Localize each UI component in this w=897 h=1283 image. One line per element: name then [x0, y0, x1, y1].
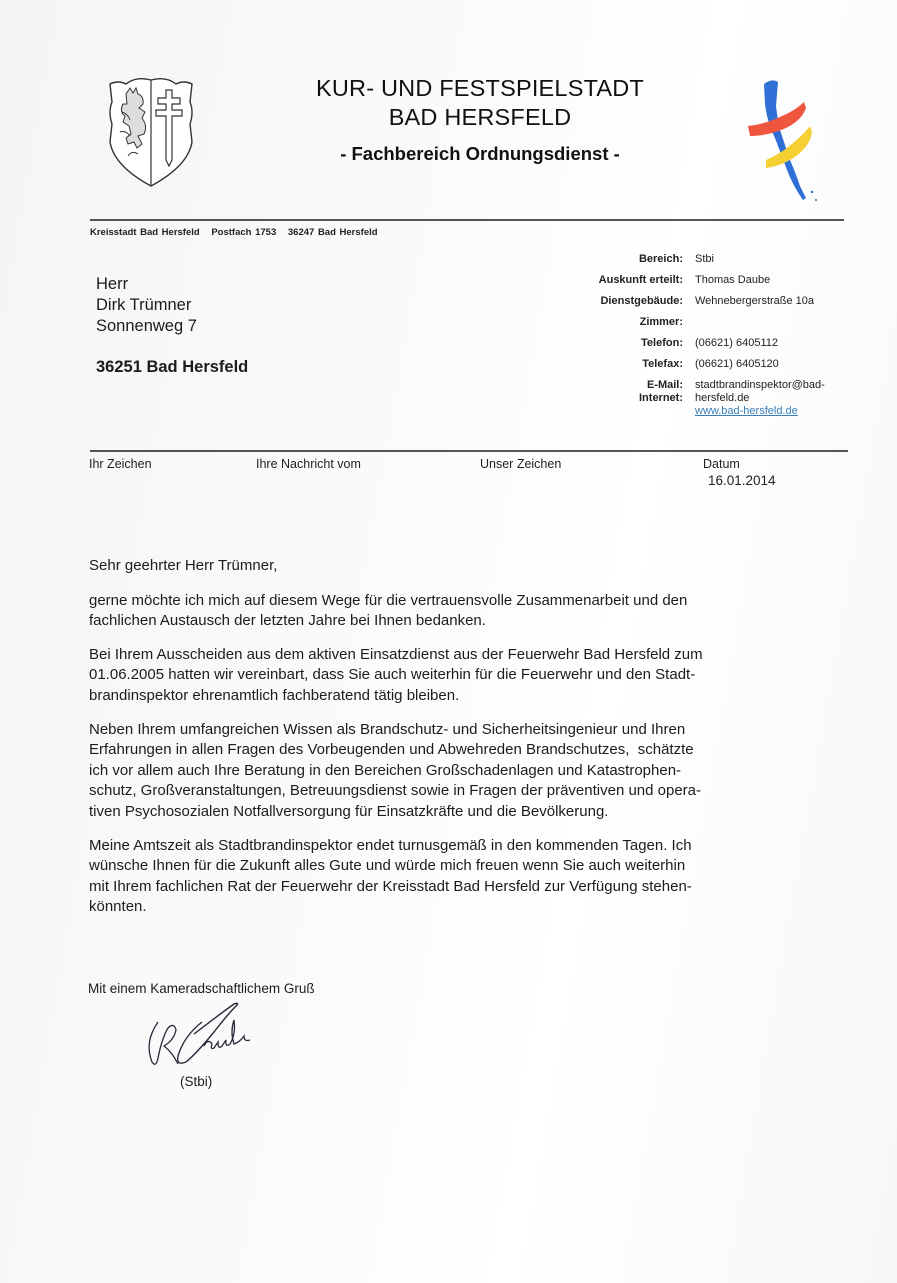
info-value: (06621) 6405120: [695, 358, 779, 370]
text-line: Bei Ihrem Ausscheiden aus dem aktiven Einsatzdienst aus der Feuerwehr Bad Hersfeld zum: [89, 645, 703, 663]
paragraph-1: [89, 591, 829, 632]
text-line: schutz, Großveranstaltungen, Betreuungsdienst sowie in Fragen der präventiven und opera-: [89, 782, 702, 800]
info-row-internet: [560, 392, 860, 405]
text-line: könnten.: [89, 898, 147, 916]
ref-ihr-zeichen: Ihr Zeichen: [89, 457, 152, 471]
info-row-email: [560, 379, 860, 392]
recipient-address: [96, 274, 197, 337]
sender-zip-city: 36247 Bad Hersfeld: [287, 227, 378, 238]
text-line: Neben Ihrem umfangreichen Wissen als Brandschutz- und Sicherheitsingenieur und Ihren: [89, 720, 686, 738]
greeting: Sehr geehrter Herr Trümner,: [89, 557, 278, 574]
text-line: gerne möchte ich mich auf diesem Wege für die vertrauensvolle Zusammenarbeit und den: [89, 591, 688, 609]
info-label: Zimmer:: [639, 316, 683, 328]
sender-return-address: [90, 227, 386, 238]
city-title-line2: BAD HERSFELD: [388, 104, 572, 130]
letter-body: [89, 556, 829, 931]
recipient-name: Dirk Trümner: [96, 296, 192, 314]
info-row-dienstgebaeude: [560, 295, 860, 316]
coat-of-arms-icon: [104, 72, 198, 190]
paragraph-3: [89, 720, 829, 823]
sender-postbox: Postfach 1753: [211, 227, 277, 238]
info-email-value[interactable]: stadtbrandinspektor@bad-: [695, 379, 825, 391]
info-label: E-Mail:: [646, 379, 683, 391]
info-label: Telefon:: [641, 337, 683, 349]
contact-info-block: [560, 253, 860, 418]
paragraph-2: [89, 645, 829, 707]
info-row-telefon: [560, 337, 860, 358]
text-line: 01.06.2005 hatten wir vereinbart, dass Sie auch weiterhin für die Feuerwehr und den Stadt-: [89, 666, 696, 684]
recipient-zip-city: 36251 Bad Hersfeld: [96, 358, 249, 376]
website-link[interactable]: www.bad-hersfeld.de: [695, 405, 798, 417]
info-email-value-cont[interactable]: hersfeld.de: [695, 392, 750, 404]
signatory-role: (Stbi): [180, 1074, 213, 1089]
info-value: Wehnebergerstraße 10a: [695, 295, 815, 307]
handwritten-signature-icon: [142, 1002, 282, 1077]
text-line: ich vor allem auch Ihre Beratung in den Bereichen Großschadenlagen und Katastrophen-: [89, 761, 682, 779]
text-line: brandinspektor ehrenamtlich fachberatend tätig bleiben.: [89, 686, 460, 704]
info-row-website: [560, 405, 860, 418]
info-label: Dienstgebäude:: [600, 295, 683, 307]
paragraph-4: [89, 836, 829, 918]
text-line: Erfahrungen in allen Fragen des Vorbeugenden und Abwehreden Brandschutzes, schätzte: [89, 741, 694, 759]
city-title-line1: KUR- UND FESTSPIELSTADT: [316, 75, 644, 101]
sender-org: Kreisstadt Bad Hersfeld: [90, 227, 200, 238]
closing-phrase: Mit einem Kameradschaftlichem Gruß: [88, 981, 315, 996]
info-row-bereich: [560, 253, 860, 274]
info-label: Bereich:: [638, 253, 683, 265]
text-line: tiven Psychosozialen Notfallversorgung für Einsatzkräfte und die Bevölkerung.: [89, 802, 609, 820]
text-line: Meine Amtszeit als Stadtbrandinspektor endet turnusgemäß in den kommenden Tagen. Ich: [89, 836, 692, 854]
info-row-zimmer: [560, 316, 860, 337]
recipient-salutation: Herr: [96, 275, 129, 293]
info-label: Internet:: [639, 392, 683, 404]
city-title: [250, 74, 710, 132]
reference-divider: [90, 450, 848, 452]
text-line: fachlichen Austausch der letzten Jahre bei Ihnen bedanken.: [89, 612, 486, 630]
info-row-telefax: [560, 358, 860, 379]
recipient-street: Sonnenweg 7: [96, 317, 197, 335]
info-label: Auskunft erteilt:: [598, 274, 683, 286]
text-line: wünsche Ihnen für die Zukunft alles Gute und würde mich freuen wenn Sie auch weiterhin: [89, 857, 686, 875]
ref-datum-label: Datum: [703, 457, 740, 471]
info-value: Stbi: [695, 253, 714, 265]
header-divider: [90, 219, 844, 221]
info-value: (06621) 6405112: [695, 337, 778, 349]
info-label: Telefax:: [642, 358, 683, 370]
ref-datum-value: 16.01.2014: [708, 473, 776, 488]
ref-ihre-nachricht: Ihre Nachricht vom: [256, 457, 361, 471]
brushstroke-logo-icon: [742, 70, 832, 210]
text-line: mit Ihrem fachlichen Rat der Feuerwehr der Kreisstadt Bad Hersfeld zur Verfügung stehen-: [89, 877, 692, 895]
ref-unser-zeichen: Unser Zeichen: [480, 457, 562, 471]
department-subtitle: - Fachbereich Ordnungsdienst -: [340, 143, 620, 164]
info-value: Thomas Daube: [695, 274, 771, 286]
info-row-auskunft: [560, 274, 860, 295]
